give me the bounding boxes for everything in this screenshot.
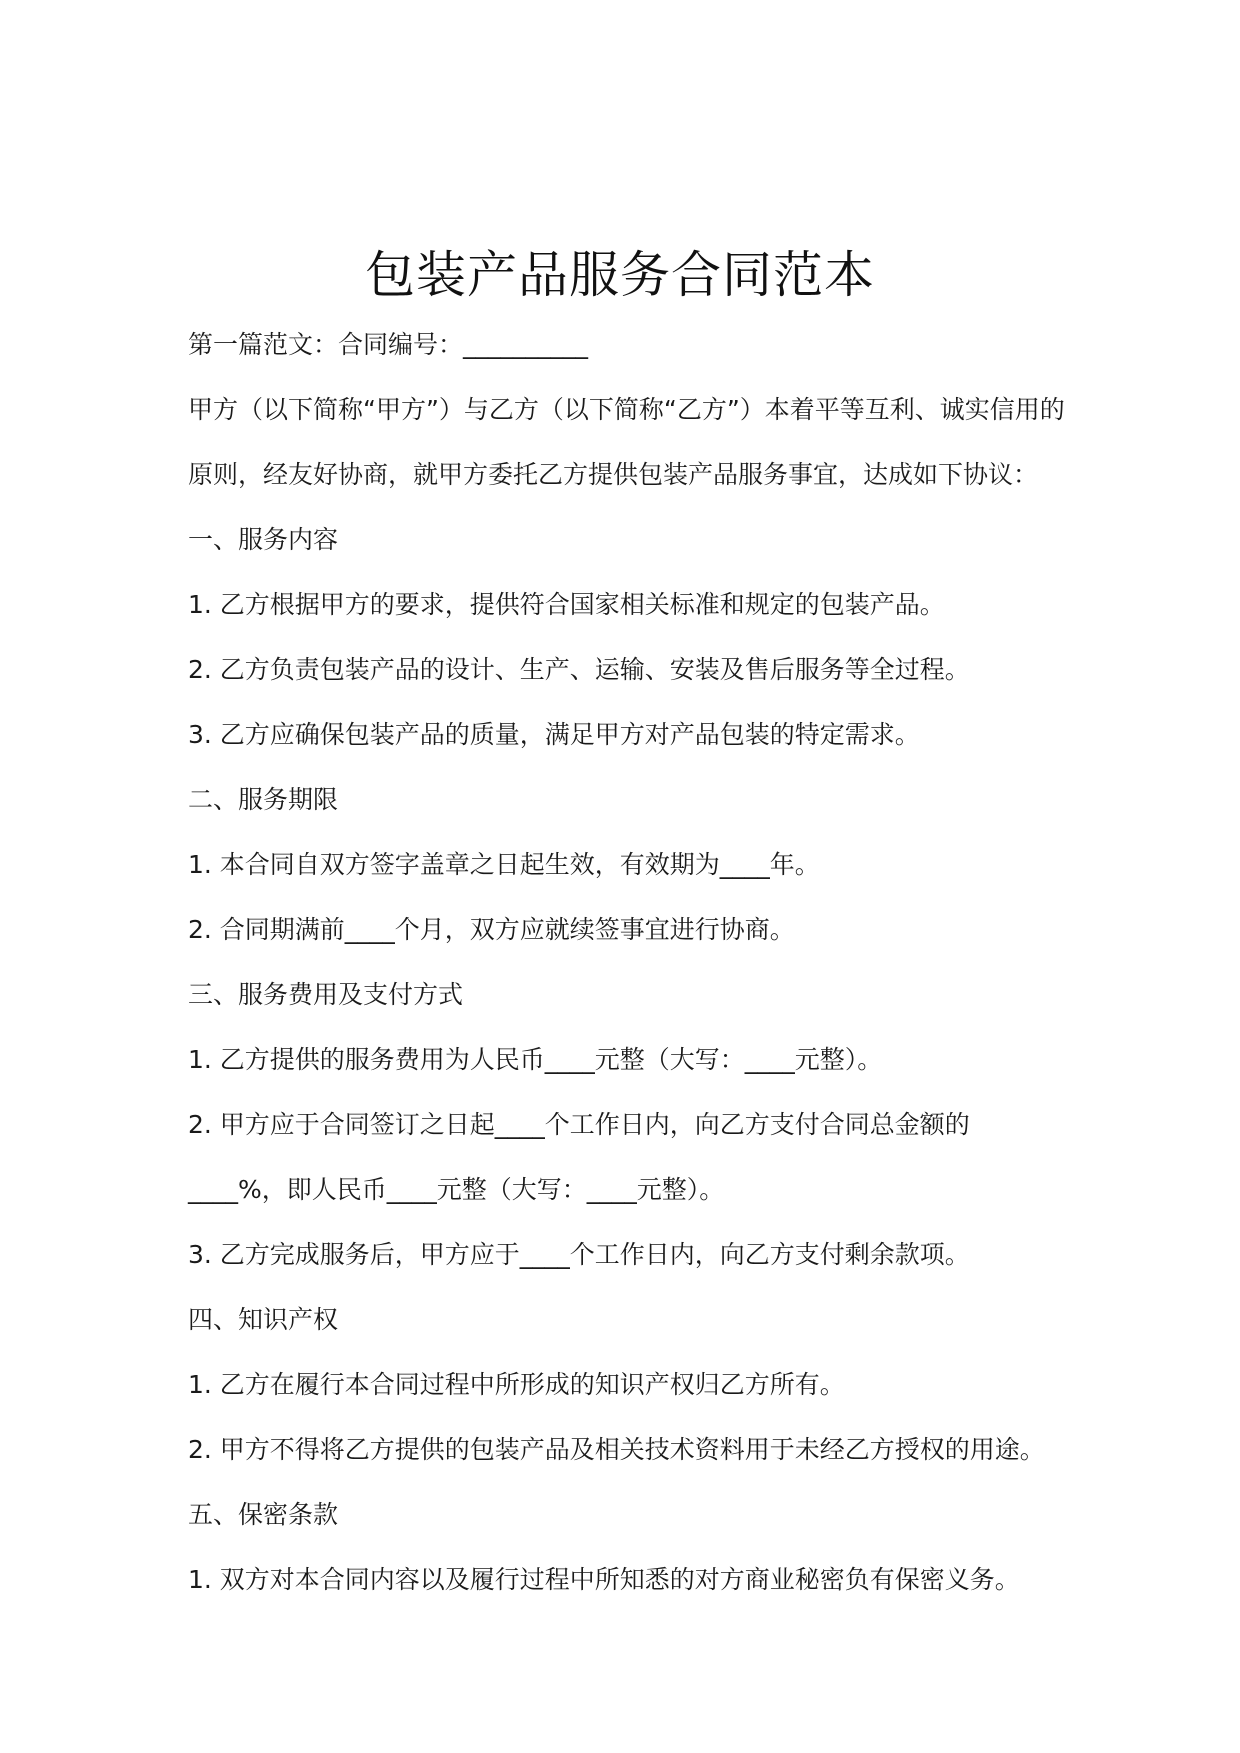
clause-3-3: 3. 乙方完成服务后，甲方应于____个工作日内，向乙方支付剩余款项。 (188, 1240, 970, 1269)
preamble-line-2: 原则，经友好协商，就甲方委托乙方提供包装产品服务事宜，达成如下协议： (188, 460, 1039, 489)
clause-3-2-part-2: ____%，即人民币____元整（大写：____元整）。 (188, 1175, 725, 1204)
document-body (188, 312, 1068, 1612)
clause-2-2: 2. 合同期满前____个月，双方应就续签事宜进行协商。 (188, 915, 795, 944)
clause-4-2: 2. 甲方不得将乙方提供的包装产品及相关技术资料用于未经乙方授权的用途。 (188, 1435, 1045, 1464)
clause-1-3: 3. 乙方应确保包装产品的质量，满足甲方对产品包装的特定需求。 (188, 720, 920, 749)
clause-1-1: 1. 乙方根据甲方的要求，提供符合国家相关标准和规定的包装产品。 (188, 590, 945, 619)
clause-5-1: 1. 双方对本合同内容以及履行过程中所知悉的对方商业秘密负有保密义务。 (188, 1565, 1020, 1594)
section-heading-fees-payment: 三、服务费用及支付方式 (188, 980, 464, 1009)
section-heading-confidentiality: 五、保密条款 (188, 1500, 339, 1529)
clause-2-1: 1. 本合同自双方签字盖章之日起生效，有效期为____年。 (188, 850, 820, 879)
clause-3-1: 1. 乙方提供的服务费用为人民币____元整（大写：____元整）。 (188, 1045, 883, 1074)
section-heading-intellectual-property: 四、知识产权 (188, 1305, 339, 1334)
clause-3-2-part-1: 2. 甲方应于合同签订之日起____个工作日内，向乙方支付合同总金额的 (188, 1110, 970, 1139)
preamble-line-1: 甲方（以下简称“甲方”）与乙方（以下简称“乙方”）本着平等互利、诚实信用的 (188, 395, 1065, 424)
clause-4-1: 1. 乙方在履行本合同过程中所形成的知识产权归乙方所有。 (188, 1370, 845, 1399)
section-heading-service-term: 二、服务期限 (188, 785, 339, 814)
document-title: 包装产品服务合同范本 (365, 245, 875, 304)
contract-number-line: 第一篇范文：合同编号：__________ (188, 330, 589, 359)
clause-1-2: 2. 乙方负责包装产品的设计、生产、运输、安装及售后服务等全过程。 (188, 655, 970, 684)
section-heading-service-content: 一、服务内容 (188, 525, 339, 554)
